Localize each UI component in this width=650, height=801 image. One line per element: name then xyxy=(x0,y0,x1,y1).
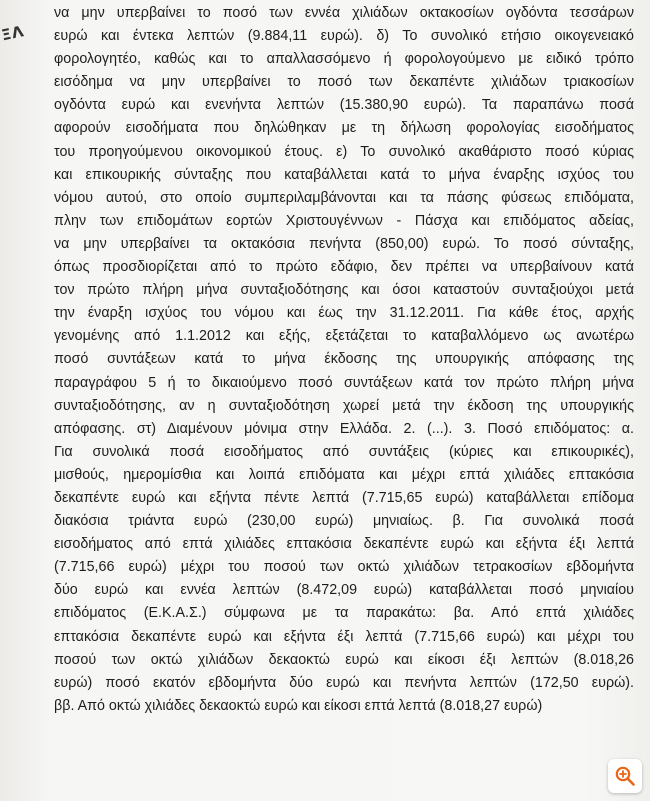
text-line: εισοδήματος από επτά χιλιάδες επτακόσια δεκαπέντε ευρώ και εξήντα έξι λεπτά xyxy=(54,536,634,553)
text-line: ογδόντα ευρώ και ενενήντα λεπτών (15.380,90 ευρώ). Τα παραπάνω ποσά xyxy=(54,97,634,114)
text-line: αφορούν εισοδήματα που δηλώθηκαν με τη δήλωση φορολογίας εισοδήματος xyxy=(54,120,634,137)
text-line: τον πρώτο πλήρη μήνα συνταξιοδότησης και όσοι καταστούν συνταξιούχοι μετά xyxy=(54,282,634,299)
text-line: να μην υπερβαίνει τα οκτακόσια πενήντα (850,00) ευρώ. Το ποσό σύνταξης, xyxy=(54,235,634,252)
text-line: εισόδημα να μην υπερβαίνει το ποσό των δεκαπέντε χιλιάδων τριακοσίων xyxy=(54,74,634,91)
text-line: επιδόματος (Ε.Κ.Α.Σ.) σύμφωνα με τα παρακάτω: βα. Από επτά χιλιάδες xyxy=(54,605,634,622)
text-line: (7.715,66 ευρώ) μέχρι του ποσού των οκτώ χιλιάδων τετρακοσίων εβδομήντα xyxy=(54,559,634,576)
text-line: και επικουρικής σύνταξης που καταβάλλεται κατά το μήνα έναρξης ισχύος του xyxy=(54,166,634,183)
zoom-in-icon xyxy=(614,765,636,787)
text-line: Για συνολικά ποσά εισοδήματος από συντάξεις (κύριες και επικουρικές), xyxy=(54,443,634,460)
text-line: νόμου αυτού, στο οποίο συμπεριλαμβάνονται και τα πάσης φύσεως επιδόματα, xyxy=(54,189,634,206)
text-line: ποσό συντάξεων κατά το μήνα έκδοσης της υπουργικής απόφασης της xyxy=(54,351,634,368)
text-line: διακόσια τριάντα ευρώ (230,00 ευρώ) μηνιαίως. β. Για συνολικά ποσά xyxy=(54,513,634,530)
handwritten-margin-mark: ΞΛ xyxy=(0,22,27,45)
text-line: ποσού των οκτώ χιλιάδων δεκαοκτώ ευρώ και είκοσι έξι λεπτών (8.018,26 xyxy=(54,651,634,668)
text-line: δύο ευρώ και εννέα λεπτών (8.472,09 ευρώ) καταβάλλεται ποσό μηνιαίου xyxy=(54,582,634,599)
text-line: ββ. Από οκτώ χιλιάδες δεκαοκτώ ευρώ και είκοσι επτά λεπτά (8.018,27 ευρώ) xyxy=(54,697,543,714)
text-line: απόφασης. στ) Διαμένουν μόνιμα στην Ελλάδα. 2. (...). 3. Ποσό επιδόματος: α. xyxy=(54,420,634,437)
text-line: μισθούς, ημερομίσθια και λοιπά επιδόματα και μέχρι επτά χιλιάδες επτακόσια xyxy=(54,466,634,483)
text-line: την έναρξη ισχύος του νόμου και έως την 31.12.2011. Για κάθε έτος, αρχής xyxy=(54,305,634,322)
text-line: πλην των επιδομάτων εορτών Χριστουγέννων - Πάσχα και επιδόματος αδείας, xyxy=(54,212,634,229)
text-line: να μην υπερβαίνει το ποσό των εννέα χιλιάδων οκτακοσίων ογδόντα τεσσάρων xyxy=(54,5,634,21)
text-line: συνταξιοδότησης, αν η συνταξιοδότηση χωρεί μετά την έκδοση της υπουργικής xyxy=(54,397,634,414)
text-line: δεκαπέντε ευρώ και εξήντα πέντε λεπτά (7.715,65 ευρώ) καταβάλλεται επίδομα xyxy=(54,489,634,506)
text-line: επτακόσια δεκαπέντε ευρώ και εξήντα έξι λεπτά (7.715,66 ευρώ) και μέχρι του xyxy=(54,628,634,645)
zoom-button[interactable] xyxy=(608,759,642,793)
text-line: όπως προσδιορίζεται από το πρώτο εδάφιο, δεν πρέπει να υπερβαίνουν κατά xyxy=(54,259,634,276)
text-line: παραγράφου 5 ή το δικαιούμενο ποσό συντάξεων κατά τον πρώτο πλήρη μήνα xyxy=(54,374,634,391)
text-line: του προηγούμενου οικονομικού έτους. ε) Το συνολικό ακαθάριστο ποσό κύριας xyxy=(54,143,634,160)
text-line: φορολογητέο, καθώς και το απαλλασσόμενο ή φορολογούμενο με ειδικό τρόπο xyxy=(54,51,634,68)
text-line: γενομένης από 1.1.2012 και εξής, εξετάζεται το καταβαλλόμενο ως ανωτέρω xyxy=(54,328,634,345)
text-line: ευρώ και έντεκα λεπτών (9.884,11 ευρώ). δ) Το συνολικό ετήσιο οικογενειακό xyxy=(54,28,634,45)
document-text xyxy=(54,2,634,718)
text-line: ευρώ) ποσό εκατόν εβδομήντα δύο ευρώ και πενήντα λεπτών (172,50 ευρώ). xyxy=(54,674,634,691)
